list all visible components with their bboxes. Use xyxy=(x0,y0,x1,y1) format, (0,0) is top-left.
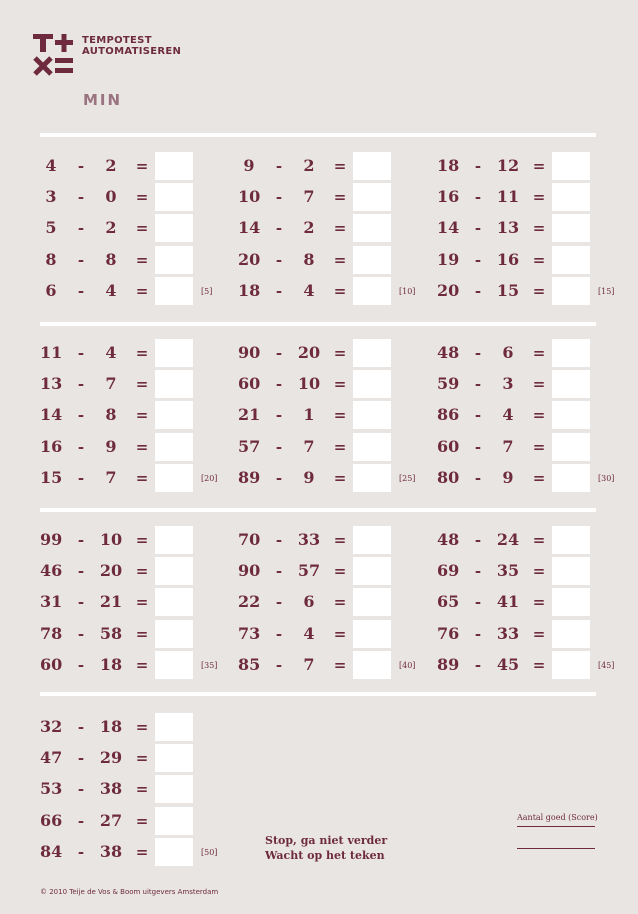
stop-line-2: Wacht op het teken xyxy=(265,849,385,862)
minuend: 18 xyxy=(238,280,261,300)
subtrahend: 20 xyxy=(99,561,123,581)
minus-sign: - xyxy=(275,531,283,549)
progress-marker: [10] xyxy=(399,286,416,296)
subtrahend: 2 xyxy=(303,218,315,238)
subtrahend: 7 xyxy=(502,436,514,456)
equals-sign: = xyxy=(333,250,347,269)
answer-box[interactable] xyxy=(552,651,590,679)
minus-sign: - xyxy=(474,344,482,362)
subtrahend: 6 xyxy=(502,343,514,362)
brand-line-2: AUTOMATISEREN xyxy=(82,46,182,57)
equals-sign: = xyxy=(135,219,149,238)
answer-box[interactable] xyxy=(552,214,590,242)
equals-sign: = xyxy=(532,344,546,362)
minus-sign: - xyxy=(474,624,482,643)
subtrahend: 9 xyxy=(502,467,514,487)
subtrahend: 4 xyxy=(303,623,315,643)
subtrahend: 10 xyxy=(99,530,123,549)
minus-sign: - xyxy=(474,157,482,175)
minus-sign: - xyxy=(474,250,482,269)
minuend: 90 xyxy=(238,343,261,362)
minus-sign: - xyxy=(474,406,482,425)
minus-sign: - xyxy=(77,375,85,394)
answer-box[interactable] xyxy=(353,651,391,679)
minus-sign: - xyxy=(275,375,283,394)
minus-sign: - xyxy=(77,624,85,643)
answer-box[interactable] xyxy=(353,339,391,367)
subtrahend: 38 xyxy=(99,841,123,861)
minuend: 60 xyxy=(238,374,261,394)
minus-sign: - xyxy=(77,593,85,612)
equals-sign: = xyxy=(333,157,347,175)
minuend: 59 xyxy=(437,374,460,394)
minuend: 16 xyxy=(437,187,460,207)
minus-sign: - xyxy=(275,344,283,362)
minuend: 66 xyxy=(40,810,63,830)
minuend: 60 xyxy=(40,654,63,674)
subtrahend: 9 xyxy=(105,436,117,456)
progress-marker: [15] xyxy=(598,286,615,296)
answer-box[interactable] xyxy=(155,464,193,492)
minuend: 14 xyxy=(238,218,261,238)
minuend: 20 xyxy=(437,280,460,300)
minuend: 10 xyxy=(238,187,261,207)
progress-marker: [5] xyxy=(201,286,213,296)
brand-name xyxy=(82,35,181,57)
minuend: 21 xyxy=(238,405,261,425)
minus-sign: - xyxy=(77,780,85,799)
minus-sign: - xyxy=(77,749,85,768)
minus-sign: - xyxy=(77,437,85,456)
minuend: 14 xyxy=(40,405,63,425)
equals-sign: = xyxy=(333,344,347,362)
answer-box[interactable] xyxy=(155,620,193,648)
answer-box[interactable] xyxy=(155,651,193,679)
progress-marker: [30] xyxy=(598,473,615,483)
minus-sign: - xyxy=(77,344,85,362)
subtrahend: 35 xyxy=(496,561,520,581)
answer-box[interactable] xyxy=(155,557,193,585)
answer-box[interactable] xyxy=(552,401,590,429)
answer-box[interactable] xyxy=(155,713,193,741)
equals-sign: = xyxy=(135,406,149,425)
equals-sign: = xyxy=(135,531,149,549)
minus-sign: - xyxy=(275,219,283,238)
minus-sign: - xyxy=(275,157,283,175)
equals-sign: = xyxy=(532,188,546,207)
answer-box[interactable] xyxy=(155,433,193,461)
answer-box[interactable] xyxy=(353,620,391,648)
minuend: 4 xyxy=(45,156,57,175)
minuend: 99 xyxy=(40,530,63,549)
tempotest-logo-icon xyxy=(33,34,75,76)
answer-box[interactable] xyxy=(552,464,590,492)
subtrahend: 33 xyxy=(297,530,321,549)
answer-box[interactable] xyxy=(552,370,590,398)
subtrahend: 4 xyxy=(303,280,315,300)
equals-sign: = xyxy=(135,655,149,674)
progress-marker: [25] xyxy=(399,473,416,483)
minus-sign: - xyxy=(77,281,85,300)
minus-sign: - xyxy=(474,375,482,394)
equals-sign: = xyxy=(135,281,149,300)
subtrahend: 4 xyxy=(502,405,514,425)
minuend: 60 xyxy=(437,436,460,456)
minus-sign: - xyxy=(275,562,283,581)
answer-box[interactable] xyxy=(155,183,193,211)
minuend: 86 xyxy=(437,405,460,425)
minus-sign: - xyxy=(474,593,482,612)
divider xyxy=(40,508,596,512)
subtrahend: 11 xyxy=(496,187,520,207)
answer-box[interactable] xyxy=(155,339,193,367)
subtrahend: 8 xyxy=(105,249,117,269)
equals-sign: = xyxy=(333,219,347,238)
answer-box[interactable] xyxy=(353,246,391,274)
equals-sign: = xyxy=(532,437,546,456)
minuend: 47 xyxy=(40,748,63,768)
minus-sign: - xyxy=(77,562,85,581)
answer-box[interactable] xyxy=(552,433,590,461)
answer-box[interactable] xyxy=(552,526,590,554)
minus-sign: - xyxy=(474,531,482,549)
minuend: 84 xyxy=(40,841,63,861)
answer-box[interactable] xyxy=(353,464,391,492)
equals-sign: = xyxy=(135,718,149,736)
subtrahend: 3 xyxy=(502,374,514,394)
subtrahend: 18 xyxy=(99,717,123,736)
minus-sign: - xyxy=(77,531,85,549)
answer-box[interactable] xyxy=(552,246,590,274)
subtrahend: 12 xyxy=(496,156,520,175)
minus-sign: - xyxy=(275,437,283,456)
minus-sign: - xyxy=(474,655,482,674)
minuend: 78 xyxy=(40,623,63,643)
subtrahend: 7 xyxy=(303,187,315,207)
minuend: 20 xyxy=(238,249,261,269)
minuend: 16 xyxy=(40,436,63,456)
subtrahend: 2 xyxy=(303,156,315,175)
brand-line-1: TEMPOTEST xyxy=(82,35,152,46)
subtrahend: 20 xyxy=(297,343,321,362)
answer-box[interactable] xyxy=(552,339,590,367)
answer-box[interactable] xyxy=(353,557,391,585)
subtrahend: 33 xyxy=(496,623,520,643)
stop-line-1: Stop, ga niet verder xyxy=(265,834,388,847)
answer-box[interactable] xyxy=(552,152,590,180)
minus-sign: - xyxy=(275,593,283,612)
answer-box[interactable] xyxy=(353,526,391,554)
subtrahend: 0 xyxy=(105,187,117,207)
subtrahend: 21 xyxy=(99,592,123,612)
subtrahend: 6 xyxy=(303,592,315,612)
answer-box[interactable] xyxy=(552,620,590,648)
minuend: 70 xyxy=(238,530,261,549)
equals-sign: = xyxy=(135,842,149,861)
minuend: 76 xyxy=(437,623,460,643)
score-label-underline xyxy=(517,826,595,827)
equals-sign: = xyxy=(532,375,546,394)
subtrahend: 45 xyxy=(496,654,520,674)
progress-marker: [45] xyxy=(598,660,615,670)
equals-sign: = xyxy=(333,655,347,674)
equals-sign: = xyxy=(135,344,149,362)
subtrahend: 7 xyxy=(105,467,117,487)
minuend: 11 xyxy=(40,343,63,362)
minuend: 8 xyxy=(45,249,57,269)
progress-marker: [35] xyxy=(201,660,218,670)
equals-sign: = xyxy=(333,375,347,394)
minus-sign: - xyxy=(474,281,482,300)
copyright-footer: © 2010 Teije de Vos & Boom uitgevers Amsterdam xyxy=(40,888,219,896)
answer-box[interactable] xyxy=(155,775,193,803)
equals-sign: = xyxy=(333,562,347,581)
minuend: 80 xyxy=(437,467,460,487)
minus-sign: - xyxy=(77,811,85,830)
answer-box[interactable] xyxy=(155,526,193,554)
answer-box[interactable] xyxy=(353,277,391,305)
minus-sign: - xyxy=(77,157,85,175)
minus-sign: - xyxy=(275,250,283,269)
minus-sign: - xyxy=(474,188,482,207)
minuend: 32 xyxy=(40,717,63,736)
minuend: 89 xyxy=(238,467,261,487)
progress-marker: [20] xyxy=(201,473,218,483)
subtrahend: 7 xyxy=(303,436,315,456)
equals-sign: = xyxy=(135,375,149,394)
equals-sign: = xyxy=(532,219,546,238)
subtrahend: 15 xyxy=(496,280,520,300)
minuend: 90 xyxy=(238,561,261,581)
subtrahend: 18 xyxy=(99,654,123,674)
score-label: Aantal goed (Score) xyxy=(517,813,598,822)
minuend: 22 xyxy=(238,592,261,612)
equals-sign: = xyxy=(333,188,347,207)
subtrahend: 7 xyxy=(105,374,117,394)
score-answer-line[interactable] xyxy=(517,848,595,849)
equals-sign: = xyxy=(532,531,546,549)
minuend: 9 xyxy=(243,156,255,175)
minus-sign: - xyxy=(77,468,85,487)
subtrahend: 57 xyxy=(297,561,321,581)
equals-sign: = xyxy=(532,157,546,175)
minuend: 85 xyxy=(238,654,261,674)
equals-sign: = xyxy=(333,437,347,456)
minus-sign: - xyxy=(77,718,85,736)
progress-marker: [50] xyxy=(201,847,218,857)
subtrahend: 7 xyxy=(303,654,315,674)
answer-box[interactable] xyxy=(353,588,391,616)
subtrahend: 27 xyxy=(99,810,123,830)
subtrahend: 9 xyxy=(303,467,315,487)
answer-box[interactable] xyxy=(155,246,193,274)
minus-sign: - xyxy=(77,406,85,425)
stop-message xyxy=(265,833,387,863)
answer-box[interactable] xyxy=(552,183,590,211)
subtrahend: 13 xyxy=(496,218,520,238)
minus-sign: - xyxy=(275,655,283,674)
equals-sign: = xyxy=(532,406,546,425)
minus-sign: - xyxy=(77,655,85,674)
page-title: MIN xyxy=(83,91,123,109)
equals-sign: = xyxy=(333,593,347,612)
subtrahend: 8 xyxy=(303,249,315,269)
minuend: 48 xyxy=(437,343,460,362)
subtrahend: 38 xyxy=(99,779,123,799)
subtrahend: 41 xyxy=(496,592,520,612)
minus-sign: - xyxy=(77,219,85,238)
minus-sign: - xyxy=(474,562,482,581)
answer-box[interactable] xyxy=(155,152,193,180)
equals-sign: = xyxy=(333,531,347,549)
answer-box[interactable] xyxy=(552,277,590,305)
minuend: 89 xyxy=(437,654,460,674)
answer-box[interactable] xyxy=(353,401,391,429)
equals-sign: = xyxy=(135,188,149,207)
subtrahend: 4 xyxy=(105,280,117,300)
equals-sign: = xyxy=(135,468,149,487)
minuend: 73 xyxy=(238,623,261,643)
minus-sign: - xyxy=(77,842,85,861)
answer-box[interactable] xyxy=(552,557,590,585)
answer-box[interactable] xyxy=(155,838,193,866)
equals-sign: = xyxy=(532,281,546,300)
divider xyxy=(40,322,596,326)
equals-sign: = xyxy=(135,749,149,768)
minuend: 69 xyxy=(437,561,460,581)
minuend: 46 xyxy=(40,561,63,581)
progress-marker: [40] xyxy=(399,660,416,670)
minuend: 18 xyxy=(437,156,460,175)
subtrahend: 16 xyxy=(496,249,520,269)
answer-box[interactable] xyxy=(552,588,590,616)
minuend: 15 xyxy=(40,467,63,487)
minuend: 31 xyxy=(40,592,63,612)
equals-sign: = xyxy=(135,250,149,269)
answer-box[interactable] xyxy=(155,370,193,398)
subtrahend: 24 xyxy=(496,530,520,549)
minuend: 19 xyxy=(437,249,460,269)
answer-box[interactable] xyxy=(155,401,193,429)
minuend: 13 xyxy=(40,374,63,394)
minuend: 53 xyxy=(40,779,63,799)
minuend: 57 xyxy=(238,436,261,456)
minus-sign: - xyxy=(474,437,482,456)
minuend: 5 xyxy=(45,218,57,238)
minuend: 48 xyxy=(437,530,460,549)
subtrahend: 4 xyxy=(105,343,117,362)
equals-sign: = xyxy=(532,562,546,581)
equals-sign: = xyxy=(135,811,149,830)
answer-box[interactable] xyxy=(353,214,391,242)
subtrahend: 29 xyxy=(99,748,123,768)
minuend: 65 xyxy=(437,592,460,612)
equals-sign: = xyxy=(135,624,149,643)
equals-sign: = xyxy=(135,780,149,799)
equals-sign: = xyxy=(135,437,149,456)
subtrahend: 2 xyxy=(105,156,117,175)
equals-sign: = xyxy=(333,624,347,643)
equals-sign: = xyxy=(135,157,149,175)
equals-sign: = xyxy=(135,593,149,612)
answer-box[interactable] xyxy=(155,214,193,242)
divider xyxy=(40,133,596,137)
answer-box[interactable] xyxy=(353,370,391,398)
minus-sign: - xyxy=(275,281,283,300)
equals-sign: = xyxy=(532,624,546,643)
minuend: 14 xyxy=(437,218,460,238)
answer-box[interactable] xyxy=(155,807,193,835)
equals-sign: = xyxy=(532,250,546,269)
equals-sign: = xyxy=(532,655,546,674)
equals-sign: = xyxy=(135,562,149,581)
minus-sign: - xyxy=(275,468,283,487)
minuend: 6 xyxy=(45,280,57,300)
equals-sign: = xyxy=(532,593,546,612)
answer-box[interactable] xyxy=(353,183,391,211)
minus-sign: - xyxy=(275,624,283,643)
divider xyxy=(40,692,596,696)
subtrahend: 1 xyxy=(303,405,315,425)
equals-sign: = xyxy=(532,468,546,487)
answer-box[interactable] xyxy=(155,744,193,772)
minus-sign: - xyxy=(275,188,283,207)
subtrahend: 2 xyxy=(105,218,117,238)
equals-sign: = xyxy=(333,468,347,487)
minus-sign: - xyxy=(275,406,283,425)
answer-box[interactable] xyxy=(353,433,391,461)
equals-sign: = xyxy=(333,406,347,425)
minus-sign: - xyxy=(474,219,482,238)
subtrahend: 10 xyxy=(297,374,321,394)
subtrahend: 8 xyxy=(105,405,117,425)
subtrahend: 58 xyxy=(99,623,123,643)
equals-sign: = xyxy=(333,281,347,300)
answer-box[interactable] xyxy=(155,277,193,305)
minus-sign: - xyxy=(77,188,85,207)
minus-sign: - xyxy=(474,468,482,487)
answer-box[interactable] xyxy=(353,152,391,180)
answer-box[interactable] xyxy=(155,588,193,616)
minus-sign: - xyxy=(77,250,85,269)
minuend: 3 xyxy=(45,187,57,207)
